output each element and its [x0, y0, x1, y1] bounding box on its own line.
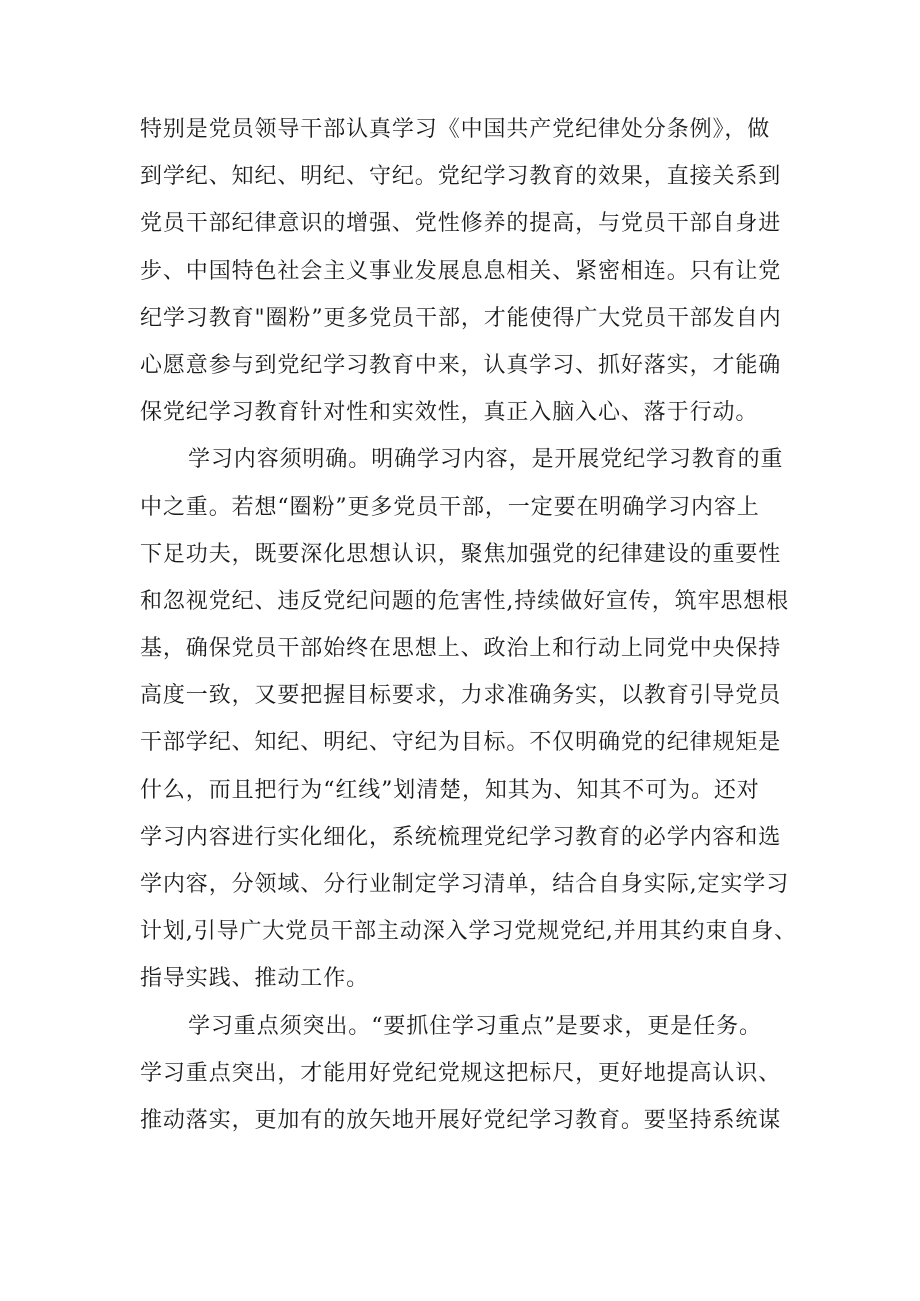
text-line: 和忽视党纪、违反党纪问题的危害性,持续做好宣传，筑牢思想根	[140, 588, 790, 614]
text-line: 基，确保党员干部始终在思想上、政治上和行动上同党中央保持	[140, 636, 782, 662]
text-line: 计划,引导广大党员干部主动深入学习党规党纪,并用其约束自身、	[140, 919, 797, 945]
text-line: 指导实践、推动工作。	[140, 966, 370, 992]
text-line: 什么，而且把行为“红线”划清楚，知其为、知其不可为。还对	[140, 777, 760, 803]
text-line: 干部学纪、知纪、明纪、守纪为目标。不仅明确党的纪律规矩是	[140, 730, 782, 756]
text-line: 学习内容进行实化细化，系统梳理党纪学习教育的必学内容和选	[140, 824, 782, 850]
text-line: 保党纪学习教育针对性和实效性，真正入脑入心、落于行动。	[140, 400, 759, 426]
text-line: 特别是党员领导干部认真学习《中国共产党纪律处分条例》，做	[140, 117, 771, 142]
paragraph-first-line: 学习重点须突出。“要抓住学习重点”是要求，更是任务。	[188, 1013, 762, 1039]
paragraph-first-line: 学习内容须明确。明确学习内容，是开展党纪学习教育的重	[188, 447, 784, 473]
text-line: 下足功夫，既要深化思想认识，聚焦加强党的纪律建设的重要性	[140, 541, 782, 567]
text-line: 步、中国特色社会主义事业发展息息相关、紧密相连。只有让党	[140, 258, 782, 284]
text-line: 心愿意参与到党纪学习教育中来，认真学习、抓好落实，才能确	[140, 352, 782, 378]
text-line: 学内容，分领域、分行业制定学习清单，结合自身实际,定实学习	[140, 872, 790, 897]
text-line: 高度一致，又要把握目标要求，力求准确务实，以教育引导党员	[140, 683, 782, 709]
text-line: 纪学习教育"圈粉”更多党员干部，才能使得广大党员干部发自内	[140, 305, 782, 331]
text-line: 学习重点突出，才能用好党纪党规这把标尺，更好地提高认识、	[140, 1060, 782, 1086]
text-line: 党员干部纪律意识的增强、党性修养的提高，与党员干部自身进	[140, 211, 782, 237]
text-line: 推动落实，更加有的放矢地开展好党纪学习教育。要坚持系统谋	[140, 1107, 782, 1133]
text-line: 中之重。若想“圈粉”更多党员干部，一定要在明确学习内容上	[140, 494, 760, 520]
document-body	[140, 106, 800, 1144]
text-line: 到学纪、知纪、明纪、守纪。党纪学习教育的效果，直接关系到	[140, 164, 782, 190]
